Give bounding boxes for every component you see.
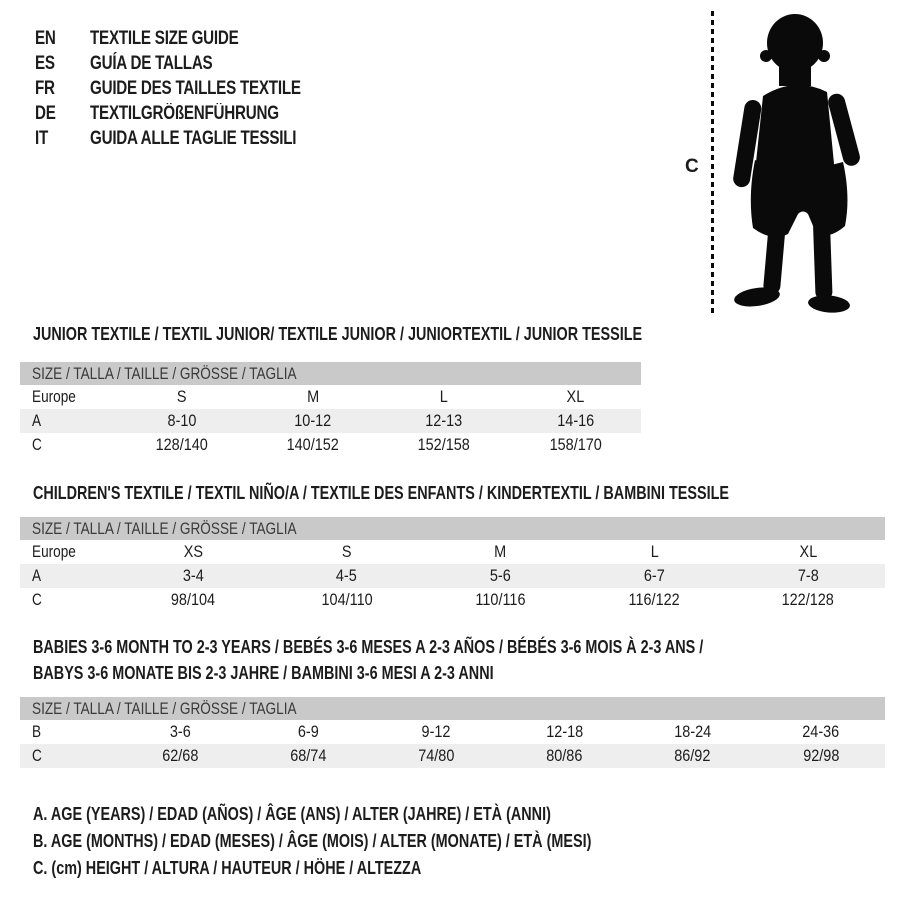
junior-table-rows (20, 385, 641, 457)
table-cell: S (176, 387, 187, 406)
table-cell: 6-7 (643, 566, 665, 585)
table-cell: XS (183, 542, 203, 561)
height-dotted-line (711, 11, 714, 316)
language-code: FR (35, 78, 55, 99)
language-code: IT (35, 128, 49, 149)
table-row (20, 588, 885, 612)
row-label: A (32, 411, 42, 430)
table-cell: 18-24 (674, 722, 712, 741)
height-marker-label: C (685, 156, 699, 177)
language-label: GUÍA DE TALLAS (90, 53, 213, 74)
table-cell: 5-6 (490, 566, 511, 585)
table-row (20, 564, 885, 588)
table-cell: 7-8 (797, 566, 819, 585)
legend-line-a-text: A. AGE (YEARS) / EDAD (AÑOS) / ÂGE (ANS) / ALTER (JAHRE) / ETÀ (ANNI) (33, 804, 551, 824)
size-header-text: SIZE / TALLA / TAILLE / GRÖSSE / TAGLIA (32, 364, 297, 383)
table-cell: 140/152 (286, 435, 339, 454)
row-label: C (32, 435, 42, 454)
size-header-text: SIZE / TALLA / TAILLE / GRÖSSE / TAGLIA (32, 699, 297, 718)
legend-line-c-text: C. (cm) HEIGHT / ALTURA / HAUTEUR / HÖHE / ALTEZZA (33, 858, 422, 878)
language-row (35, 126, 353, 151)
table-row (20, 433, 641, 457)
table-cell: 4-5 (336, 566, 358, 585)
table-cell: 128/140 (155, 435, 208, 454)
children-table-title (33, 480, 900, 506)
language-label: GUIDE DES TAILLES TEXTILE (90, 78, 301, 99)
size-header-bar (20, 362, 641, 385)
table-cell: 12-18 (546, 722, 584, 741)
legend-line-a (33, 801, 731, 828)
table-cell: XL (799, 542, 817, 561)
table-cell: 92/98 (802, 746, 839, 765)
language-code: DE (35, 103, 56, 124)
table-row (20, 720, 885, 744)
table-cell: 122/128 (781, 590, 835, 609)
table-cell: L (650, 542, 659, 561)
language-row (35, 26, 353, 51)
children-table-rows (20, 540, 885, 612)
table-cell: S (341, 542, 352, 561)
table-cell: 9-12 (421, 722, 451, 741)
babies-table-title-line1: BABIES 3-6 MONTH TO 2-3 YEARS / BEBÉS 3-6 MESES A 2-3 AÑOS / BÉBÉS 3-6 MOIS À 2-3 ANS / (33, 637, 704, 657)
table-cell: 158/170 (549, 435, 602, 454)
table-cell: 110/116 (475, 590, 526, 609)
junior-table-title (33, 321, 794, 347)
babies-table-rows (20, 720, 885, 768)
row-label: C (32, 590, 42, 609)
table-cell: 3-6 (169, 722, 191, 741)
table-cell: 98/104 (170, 590, 215, 609)
row-label: A (32, 566, 42, 585)
language-code: ES (35, 53, 55, 74)
table-cell: 104/110 (321, 590, 373, 609)
language-row (35, 51, 353, 76)
toddler-silhouette-icon (727, 12, 865, 314)
language-list (35, 26, 353, 151)
table-cell: 10-12 (294, 411, 332, 430)
table-cell: XL (566, 387, 585, 406)
table-row (20, 744, 885, 768)
table-row (20, 540, 885, 564)
junior-table-title-text: JUNIOR TEXTILE / TEXTIL JUNIOR/ TEXTILE JUNIOR / JUNIORTEXTIL / JUNIOR TESSILE (33, 324, 643, 344)
row-label: Europe (32, 387, 76, 406)
language-row (35, 76, 353, 101)
babies-table-title (33, 634, 871, 686)
babies-table-title-line2: BABYS 3-6 MONATE BIS 2-3 JAHRE / BAMBINI 3-6 MESI A 2-3 ANNI (33, 663, 494, 683)
table-cell: 12-13 (425, 411, 463, 430)
size-header-bar (20, 517, 885, 540)
language-label: TEXTILE SIZE GUIDE (90, 28, 239, 49)
table-cell: M (306, 387, 319, 406)
table-cell: 68/74 (290, 746, 327, 765)
table-row (20, 385, 641, 409)
table-cell: 3-4 (182, 566, 204, 585)
size-header-text: SIZE / TALLA / TAILLE / GRÖSSE / TAGLIA (32, 519, 297, 538)
table-cell: 14-16 (556, 411, 594, 430)
legend (33, 801, 731, 882)
junior-size-table (20, 362, 641, 457)
table-cell: 8-10 (167, 411, 197, 430)
table-cell: 152/158 (417, 435, 471, 454)
row-label: C (32, 746, 42, 765)
row-label: B (32, 722, 42, 741)
table-cell: 86/92 (674, 746, 711, 765)
children-table-title-text: CHILDREN'S TEXTILE / TEXTIL NIÑO/A / TEXTILE DES ENFANTS / KINDERTEXTIL / BAMBINI TESSILE (33, 483, 730, 503)
legend-line-c (33, 855, 731, 882)
table-cell: L (440, 387, 449, 406)
table-cell: 24-36 (802, 722, 840, 741)
language-row (35, 101, 353, 126)
legend-line-b (33, 828, 731, 855)
table-cell: 116/122 (628, 590, 680, 609)
table-cell: 6-9 (297, 722, 319, 741)
table-row (20, 409, 641, 433)
language-label: GUIDA ALLE TAGLIE TESSILI (90, 128, 297, 149)
language-label: TEXTILGRÖßENFÜHRUNG (90, 103, 279, 124)
table-cell: 62/68 (161, 746, 199, 765)
row-label: Europe (32, 542, 76, 561)
table-cell: 74/80 (418, 746, 455, 765)
table-cell: 80/86 (546, 746, 583, 765)
legend-line-b-text: B. AGE (MONTHS) / EDAD (MESES) / ÂGE (MOIS) / ALTER (MONATE) / ETÀ (MESI) (33, 831, 592, 851)
language-code: EN (35, 28, 56, 49)
children-size-table (20, 517, 885, 612)
table-cell: M (494, 542, 507, 561)
size-header-bar (20, 697, 885, 720)
babies-size-table (20, 697, 885, 768)
